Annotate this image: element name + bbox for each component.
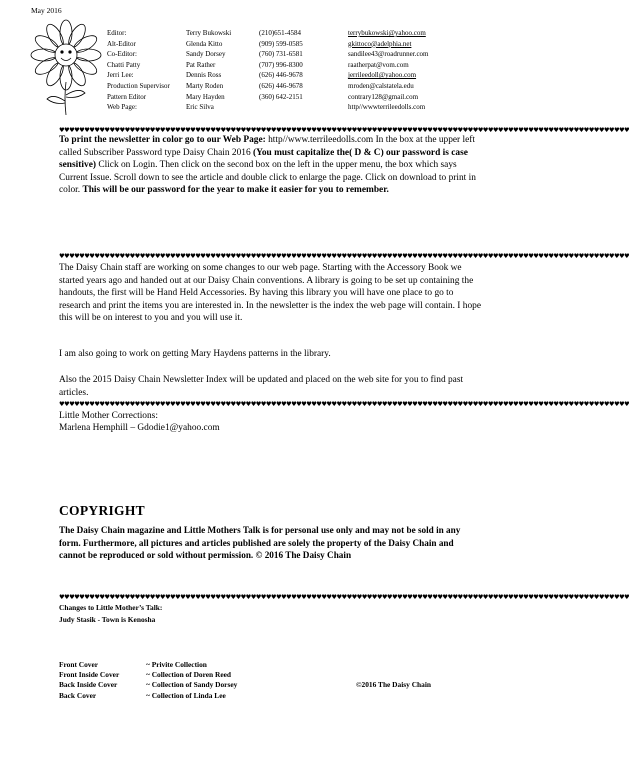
credit-label: Front Inside Cover bbox=[59, 670, 120, 680]
credit-label: Back Cover bbox=[59, 690, 97, 700]
flower-eye-right bbox=[69, 51, 71, 53]
petal bbox=[60, 64, 72, 90]
credit-row bbox=[59, 660, 479, 670]
staff-email[interactable]: raatherpat@vom.com bbox=[348, 60, 409, 69]
flower-stem bbox=[65, 82, 66, 115]
divider-hearts: ♥♥♥♥♥♥♥♥♥♥♥♥♥♥♥♥♥♥♥♥♥♥♥♥♥♥♥♥♥♥♥♥♥♥♥♥♥♥♥♥♥♥♥♥♥♥♥♥♥♥♥♥♥♥♥♥♥♥♥♥♥♥♥♥♥♥♥♥♥♥♥♥♥♥♥♥♥♥♥♥♥♥♥♥♥♥♥♥♥♥♥♥♥♥♥♥♥♥♥♥♥♥♥♥♥♥♥♥♥♥♥♥♥ bbox=[59, 127, 629, 134]
flower-face bbox=[55, 44, 77, 66]
corrections-entry: Marlena Hemphill – Gdodie1@yahoo.com bbox=[59, 423, 220, 433]
staff-row bbox=[107, 60, 487, 71]
cover-credits bbox=[59, 660, 479, 701]
staff-role: Co-Editor: bbox=[107, 50, 137, 59]
staff-name: Pat Rather bbox=[186, 60, 216, 69]
flower-eye-left bbox=[61, 51, 63, 53]
print-notice bbox=[59, 134, 485, 197]
staff-email[interactable]: contrary128@gmail.com bbox=[348, 92, 419, 101]
daisy-logo bbox=[29, 17, 103, 117]
index-notice: Also the 2015 Daisy Chain Newsletter Index will be updated and placed on the web site for you to find past articles. bbox=[59, 375, 464, 398]
staff-role: Pattern Editor bbox=[107, 92, 147, 101]
staff-name: Mary Hayden bbox=[186, 92, 225, 101]
patterns-notice: I am also going to work on getting Mary Haydens patterns in the library. bbox=[59, 349, 331, 359]
divider-hearts: ♥♥♥♥♥♥♥♥♥♥♥♥♥♥♥♥♥♥♥♥♥♥♥♥♥♥♥♥♥♥♥♥♥♥♥♥♥♥♥♥♥♥♥♥♥♥♥♥♥♥♥♥♥♥♥♥♥♥♥♥♥♥♥♥♥♥♥♥♥♥♥♥♥♥♥♥♥♥♥♥♥♥♥♥♥♥♥♥♥♥♥♥♥♥♥♥♥♥♥♥♥♥♥♥♥♥♥♥♥♥♥♥♥ bbox=[59, 594, 629, 601]
staff-name: Glenda Kitto bbox=[186, 39, 223, 48]
print-notice-lead: To print the newsletter in color go to our Web Page: bbox=[59, 135, 266, 145]
staff-row bbox=[107, 70, 487, 81]
staff-phone: (626) 446-9678 bbox=[259, 71, 303, 80]
credit-value: ~ Collection of Linda Lee bbox=[146, 690, 226, 700]
staff-phone: (760) 731-6581 bbox=[259, 50, 303, 59]
corrections-title: Little Mother Corrections: bbox=[59, 411, 158, 421]
staff-name: Terry Bukowski bbox=[186, 29, 232, 37]
staff-email[interactable]: mroden@calstatela.edu bbox=[348, 81, 414, 90]
staff-row bbox=[107, 39, 487, 50]
staff-email[interactable]: terrybukowski@yahoo.com bbox=[348, 29, 426, 37]
print-notice-reminder: This will be our password for the year to make it easier for you to remember. bbox=[82, 185, 389, 196]
staff-role: Web Page: bbox=[107, 103, 137, 112]
password-case-note: (You must capitalize the( D & C) our password is case sensitive) bbox=[59, 147, 468, 171]
staff-phone: (909) 599-0585 bbox=[259, 39, 303, 48]
copyright-text: The Daisy Chain magazine and Little Mothers Talk is for personal use only and may not be sold in any form. Furthermore, all pictures and articles published are solely the property of the Daisy Chain and cannot be reproduced or sold without permission. © 2016 The Daisy Chain bbox=[59, 525, 461, 561]
staff-phone: (707) 996-8300 bbox=[259, 60, 303, 69]
credit-value: ~ Collection of Doren Reed bbox=[146, 670, 231, 680]
staff-phone: (626) 446-9678 bbox=[259, 81, 303, 90]
staff-name: Eric Silva bbox=[186, 103, 214, 112]
staff-role: Alt-Editor bbox=[107, 39, 136, 48]
staff-role: Chatti Patty bbox=[107, 60, 141, 69]
credit-value: ~ Privite Collection bbox=[146, 660, 207, 669]
changes-title: Changes to Little Mother’s Talk: bbox=[59, 603, 163, 612]
divider-hearts: ♥♥♥♥♥♥♥♥♥♥♥♥♥♥♥♥♥♥♥♥♥♥♥♥♥♥♥♥♥♥♥♥♥♥♥♥♥♥♥♥♥♥♥♥♥♥♥♥♥♥♥♥♥♥♥♥♥♥♥♥♥♥♥♥♥♥♥♥♥♥♥♥♥♥♥♥♥♥♥♥♥♥♥♥♥♥♥♥♥♥♥♥♥♥♥♥♥♥♥♥♥♥♥♥♥♥♥♥♥♥♥♥♥ bbox=[59, 253, 629, 260]
credit-row bbox=[59, 670, 479, 680]
staff-email[interactable]: jerrileedoll@yahoo.com bbox=[348, 71, 417, 80]
print-notice-text: In the box at the upper left called Subscriber Password type Daisy Chain 2016 bbox=[59, 135, 476, 158]
petal bbox=[75, 49, 101, 61]
credit-label: Front Cover bbox=[59, 660, 99, 669]
credit-extra: ©2016 The Daisy Chain bbox=[356, 680, 431, 690]
staff-email[interactable]: http//wwwterrileedolls.com bbox=[348, 103, 426, 112]
copyright-heading: COPYRIGHT bbox=[59, 503, 145, 518]
issue-date: May 2016 bbox=[31, 6, 62, 15]
staff-email[interactable]: gkittoco@adelphia.net bbox=[348, 39, 412, 48]
staff-email[interactable]: sandilee43@roadrunner.com bbox=[348, 50, 429, 59]
flower-leaf bbox=[47, 96, 65, 103]
staff-name: Dennis Ross bbox=[186, 71, 222, 80]
staff-row bbox=[107, 92, 487, 103]
staff-phone: (210)651-4584 bbox=[259, 29, 301, 37]
credit-value: ~ Collection of Sandy Dorsey bbox=[146, 680, 238, 690]
staff-row bbox=[107, 102, 487, 113]
print-notice-steps: Click on Login. Then click on the second box on the left in the upper menu, the box which says Current Issue. Scroll down to see the article and double click to enlarge the page. Click on download to print in color. bbox=[59, 160, 476, 196]
staff-row bbox=[107, 28, 487, 39]
web-page-notice: The Daisy Chain staff are working on some changes to our web page. Starting with the Accessory Book we started years ago and handed out at our Daisy Chain conventions. A library is going to be set up containing the handouts, the first will be Hand Held Accessories. By having this library you will have one place to go to research and print the items you are interested in. In the newsletter is the index the web page will contain. I hope this will be on interest to you and you will use it. bbox=[59, 263, 481, 324]
staff-role: Editor: bbox=[107, 29, 127, 37]
credit-row bbox=[59, 680, 479, 690]
flower-leaf bbox=[66, 90, 85, 97]
website-link[interactable]: http//www.terrileedolls.com bbox=[265, 135, 374, 145]
petal bbox=[60, 20, 72, 46]
staff-row bbox=[107, 81, 487, 92]
staff-name: Sandy Dorsey bbox=[186, 50, 226, 59]
changes-entry: Judy Stasik - Town is Kenosha bbox=[59, 615, 156, 624]
staff-role: Jerri Lee: bbox=[107, 71, 134, 80]
staff-row bbox=[107, 49, 487, 60]
staff-directory bbox=[107, 28, 487, 113]
staff-phone: (360) 642-2151 bbox=[259, 92, 303, 101]
staff-name: Marty Roden bbox=[186, 81, 224, 90]
credit-row bbox=[59, 691, 479, 701]
petal bbox=[31, 49, 57, 61]
divider-hearts: ♥♥♥♥♥♥♥♥♥♥♥♥♥♥♥♥♥♥♥♥♥♥♥♥♥♥♥♥♥♥♥♥♥♥♥♥♥♥♥♥♥♥♥♥♥♥♥♥♥♥♥♥♥♥♥♥♥♥♥♥♥♥♥♥♥♥♥♥♥♥♥♥♥♥♥♥♥♥♥♥♥♥♥♥♥♥♥♥♥♥♥♥♥♥♥♥♥♥♥♥♥♥♥♥♥♥♥♥♥♥♥♥♥ bbox=[59, 401, 629, 408]
staff-role: Production Supervisor bbox=[107, 81, 170, 90]
credit-label: Back Inside Cover bbox=[59, 680, 118, 690]
